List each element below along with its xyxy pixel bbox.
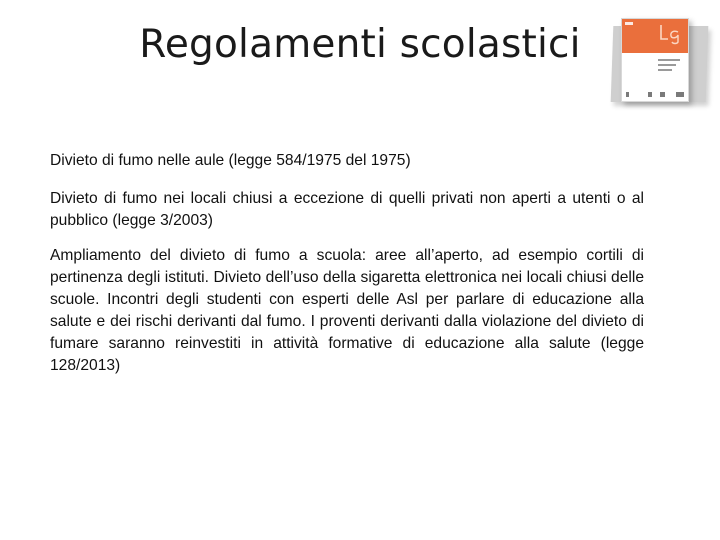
paragraph-3: Ampliamento del divieto di fumo a scuola: aree all’aperto, ad esempio cortili di pertinenza degli istituti. Divieto dell’uso della sigaretta elettronica nei locali chiusi delle scuole. Incontri degli studenti con esperti delle Asl per parlare di educazione alla salute e dei rischi derivanti dal fumo. I proventi derivanti dalla violazione del divieto di fumare saranno reinvestiti in attività formative di educazione alla salute (legge 128/2013) (50, 247, 644, 374)
page-title: Regolamenti scolastici (139, 22, 581, 67)
cover-text-lines (658, 59, 680, 74)
cover-logo-icon (658, 23, 682, 45)
slide-body (50, 150, 644, 390)
paragraph-1: Divieto di fumo nelle aule (legge 584/1975 del 1975) (50, 152, 411, 169)
cover-tab (625, 22, 633, 25)
cover-band (622, 19, 688, 53)
paragraph-2: Divieto di fumo nei locali chiusi a eccezione di quelli privati non aperti a utenti o al pubblico (legge 3/2003) (50, 190, 644, 229)
cover-footer (626, 91, 684, 97)
document-cover-icon (621, 18, 689, 102)
